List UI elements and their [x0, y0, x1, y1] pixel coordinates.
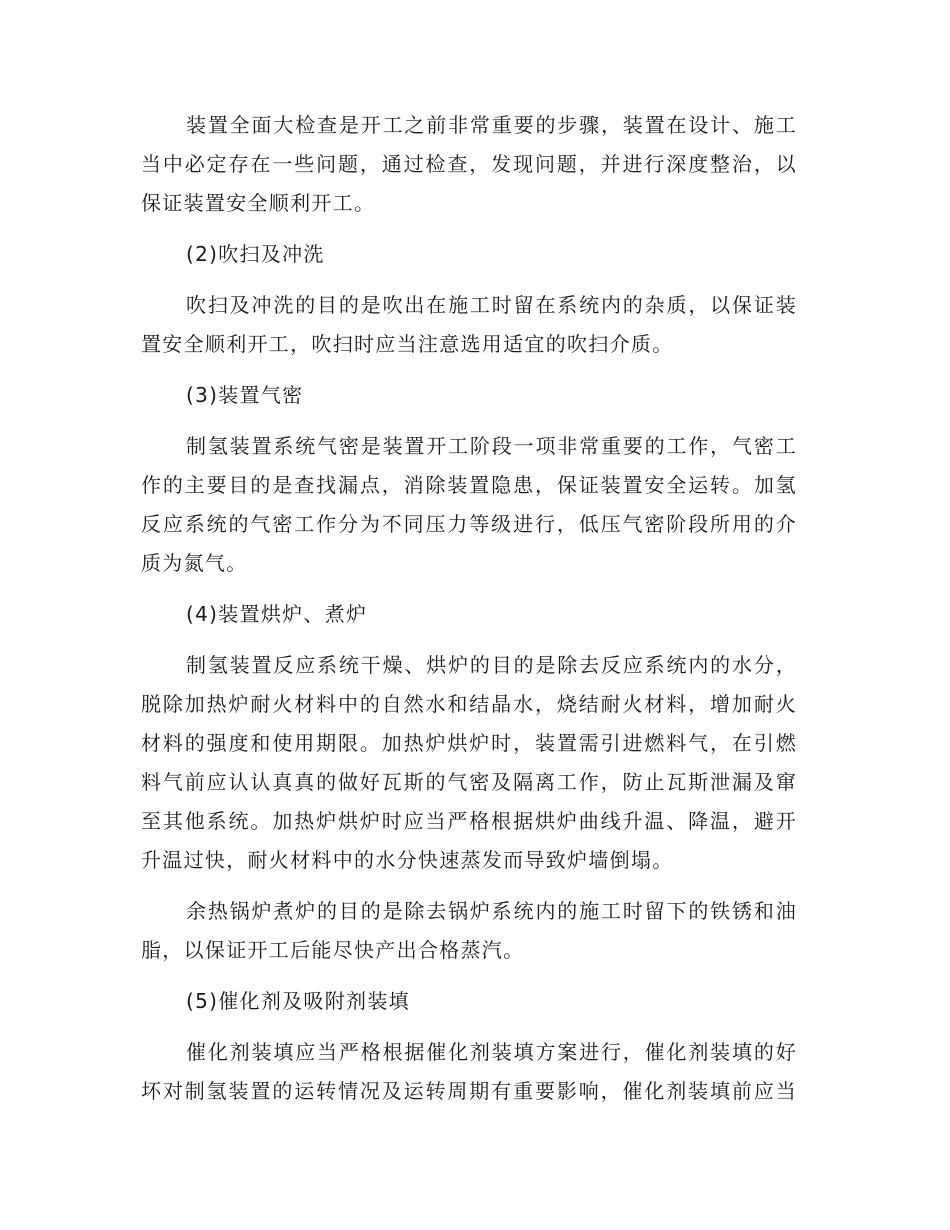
paragraph-3-line-3: 反应系统的气密工作分为不同压力等级进行，低压气密阶段所用的介 — [141, 512, 797, 536]
paragraph-2-line-1: 吹扫及冲洗的目的是吹出在施工时留在系统内的杂质，以保证装 — [186, 293, 797, 317]
paragraph-4-line-1: 制氢装置反应系统干燥、烘炉的目的是除去反应系统内的水分， — [186, 653, 797, 677]
section-heading-oven-drying: (4)装置烘炉、煮炉 — [186, 602, 368, 626]
paragraph-3-line-2: 作的主要目的是查找漏点，消除装置隐患，保证装置安全运转。加氢 — [141, 473, 797, 497]
paragraph-1-line-3: 保证装置安全顺利开工。 — [141, 191, 376, 215]
paragraph-1-line-1: 装置全面大检查是开工之前非常重要的步骤，装置在设计、施工 — [186, 113, 797, 137]
paragraph-2-line-2: 置安全顺利开工，吹扫时应当注意选用适宜的吹扫介质。 — [141, 332, 674, 356]
paragraph-4-line-5: 至其他系统。加热炉烘炉时应当严格根据烘炉曲线升温、降温，避开 — [141, 809, 797, 833]
paragraph-5-line-2: 脂，以保证开工后能尽快产出合格蒸汽。 — [141, 938, 525, 962]
paragraph-4-line-4: 料气前应认认真真的做好瓦斯的气密及隔离工作，防止瓦斯泄漏及窜 — [141, 770, 797, 794]
section-heading-catalyst-loading: (5)催化剂及吸附剂装填 — [186, 989, 410, 1013]
paragraph-3-line-1: 制氢装置系统气密是装置开工阶段一项非常重要的工作，气密工 — [186, 434, 797, 458]
paragraph-6-line-2: 坏对制氢装置的运转情况及运转周期有重要影响，催化剂装填前应当 — [141, 1079, 797, 1103]
paragraph-3-line-4: 质为氮气。 — [141, 551, 248, 575]
section-heading-airtightness: (3)装置气密 — [186, 383, 304, 407]
paragraph-5-line-1: 余热锅炉煮炉的目的是除去锅炉系统内的施工时留下的铁锈和油 — [186, 899, 797, 923]
paragraph-4-line-6: 升温过快，耐火材料中的水分快速蒸发而导致炉墙倒塌。 — [141, 848, 674, 872]
section-heading-blow-and-flush: (2)吹扫及冲洗 — [186, 242, 325, 266]
paragraph-4-line-2: 脱除加热炉耐火材料中的自然水和结晶水，烧结耐火材料，增加耐火 — [141, 692, 797, 716]
paragraph-4-line-3: 材料的强度和使用期限。加热炉烘炉时，装置需引进燃料气，在引燃 — [141, 731, 797, 755]
paragraph-6-line-1: 催化剂装填应当严格根据催化剂装填方案进行，催化剂装填的好 — [186, 1040, 797, 1064]
paragraph-1-line-2: 当中必定存在一些问题，通过检查，发现问题，并进行深度整治，以 — [141, 152, 797, 176]
